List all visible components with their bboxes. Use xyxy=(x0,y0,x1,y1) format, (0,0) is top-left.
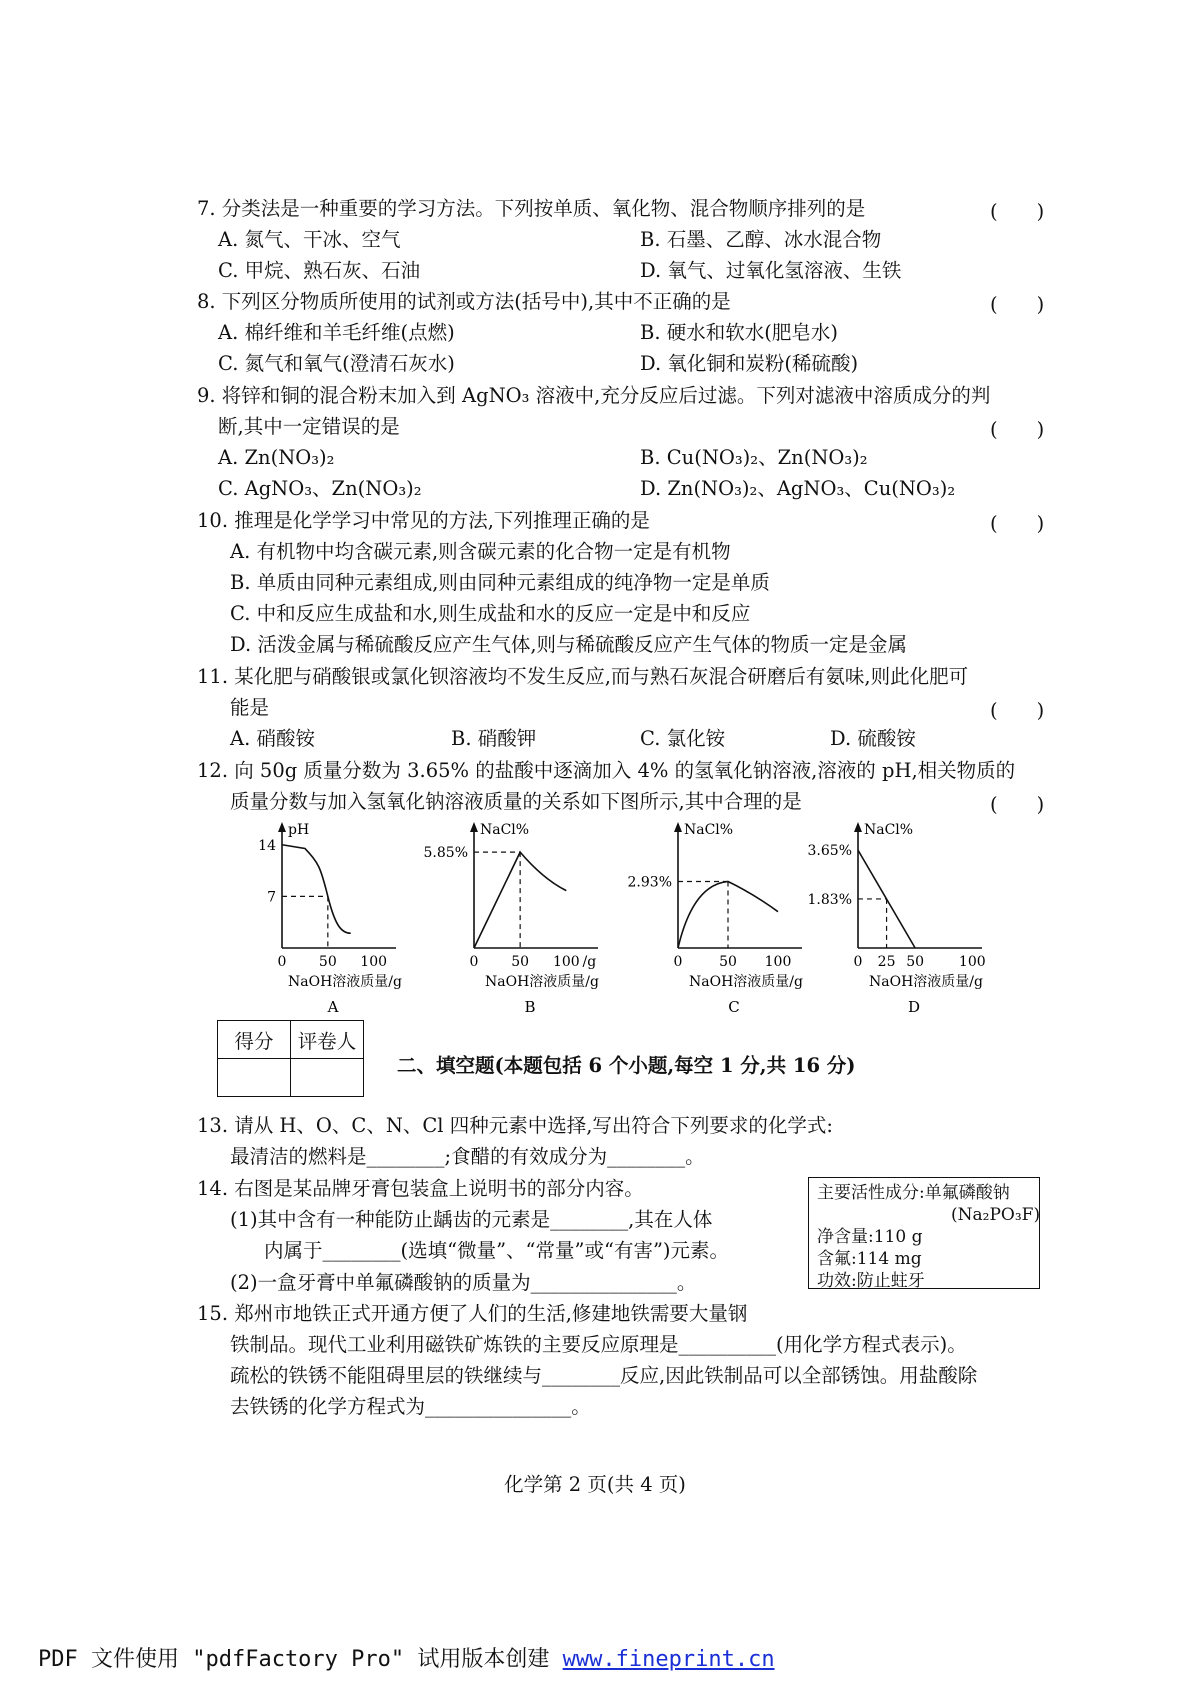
x-tick-label: 100 xyxy=(958,954,986,970)
x-axis-title: NaOH溶液质量/g xyxy=(288,974,402,990)
y-axis-arrow xyxy=(674,822,682,832)
y-axis-arrow xyxy=(470,822,478,832)
y-tick-label: 14 xyxy=(258,837,276,854)
q8-option-c: C. 氮气和氧气(澄清石灰水) xyxy=(218,352,455,375)
y-axis-arrow xyxy=(854,822,862,832)
q9-option-c: C. AgNO₃、Zn(NO₃)₂ xyxy=(218,477,422,500)
q14-part1: (1)其中含有一种能防止龋齿的元素是________,其在人体 xyxy=(230,1208,713,1231)
q14-part1-cont: 内属于________(选填“微量”、“常量”或“有害”)元素。 xyxy=(264,1239,730,1262)
q15-stem-line2: 铁制品。现代工业利用磁铁矿炼铁的主要反应原理是__________(用化学方程式表示)。 xyxy=(230,1333,967,1356)
chart-a xyxy=(250,820,420,1014)
chart-d xyxy=(807,820,1002,1016)
x-tick-label: 50 xyxy=(906,954,925,970)
x-tick-label: 0 xyxy=(277,954,287,970)
q15-stem-line3: 疏松的铁锈不能阻碍里层的铁继续与________反应,因此铁制品可以全部锈蚀。用盐酸除 xyxy=(230,1364,978,1387)
chart-c xyxy=(622,820,812,1014)
q10-option-d: D. 活泼金属与稀硫酸反应产生气体,则与稀硫酸反应产生气体的物质一定是金属 xyxy=(230,633,908,656)
efficacy: 功效:防止蛀牙 xyxy=(817,1271,925,1291)
net-content: 净含量:110 g xyxy=(817,1227,923,1247)
q14-part2: (2)一盒牙膏中单氟磷酸钠的质量为_______________。 xyxy=(230,1271,697,1294)
y-axis-arrow xyxy=(278,822,286,832)
x-tick-label: 0 xyxy=(469,954,479,970)
y-axis-label: NaCl% xyxy=(684,822,734,838)
q10-option-a: A. 有机物中均含碳元素,则含碳元素的化合物一定是有机物 xyxy=(230,540,731,563)
q9-stem-line1: 9. 将锌和铜的混合粉末加入到 AgNO₃ 溶液中,充分反应后过滤。下列对滤液中溶质成分的判 xyxy=(197,384,991,407)
q12-answer-paren: ( ) xyxy=(990,793,1045,816)
watermark-link[interactable]: www.fineprint.cn xyxy=(562,1647,775,1672)
x-tick-label: 100 xyxy=(764,954,792,970)
score-header: 得分 xyxy=(218,1021,291,1059)
q7-stem: 7. 分类法是一种重要的学习方法。下列按单质、氧化物、混合物顺序排列的是 xyxy=(197,197,866,220)
q9-option-a: A. Zn(NO₃)₂ xyxy=(218,446,335,469)
page-footer: 化学第 2 页(共 4 页) xyxy=(504,1473,686,1496)
y-axis-label: NaCl% xyxy=(864,822,914,838)
x-tick-label: 0 xyxy=(853,954,863,970)
q11-option-c: C. 氯化铵 xyxy=(640,727,726,750)
x-tick-label: 50 xyxy=(318,954,337,970)
fluoride-content: 含氟:114 mg xyxy=(817,1249,922,1269)
x-tick-label: 25 xyxy=(877,954,896,970)
q8-option-d: D. 氧化铜和炭粉(稀硫酸) xyxy=(640,352,859,375)
y-tick-label: 5.85% xyxy=(423,845,468,862)
chart-b xyxy=(423,820,610,1016)
q11-stem-line2: 能是 xyxy=(230,696,270,719)
q11-option-d: D. 硫酸铵 xyxy=(830,727,916,750)
q12-stem-line2: 质量分数与加入氢氧化钠溶液质量的关系如下图所示,其中合理的是 xyxy=(230,790,802,813)
toothpaste-label-box xyxy=(808,1177,1040,1289)
q8-answer-paren: ( ) xyxy=(990,293,1045,316)
watermark-text: PDF 文件使用 "pdfFactory Pro" 试用版本创建 xyxy=(38,1647,563,1672)
y-tick-label: 7 xyxy=(267,889,276,906)
score-cell[interactable] xyxy=(218,1059,291,1097)
q11-option-b: B. 硝酸钾 xyxy=(451,727,537,750)
x-tick-label: 50 xyxy=(719,954,737,970)
q9-stem-line2: 断,其中一定错误的是 xyxy=(218,415,400,438)
y-axis-label: pH xyxy=(288,822,310,838)
panel-label: D xyxy=(907,998,921,1016)
x-axis-title: NaOH溶液质量/g xyxy=(869,974,983,990)
score-table xyxy=(217,1020,364,1097)
y-tick-label: 3.65% xyxy=(807,843,852,860)
q14-stem: 14. 右图是某品牌牙膏包装盒上说明书的部分内容。 xyxy=(197,1177,644,1200)
x-tick-label: 0 xyxy=(673,954,683,970)
q7-option-a: A. 氮气、干冰、空气 xyxy=(218,228,401,251)
x-axis-title: NaOH溶液质量/g xyxy=(485,974,599,990)
q7-option-d: D. 氧气、过氧化氢溶液、生铁 xyxy=(640,259,902,282)
y-tick-label: 2.93% xyxy=(627,874,672,891)
y-tick-label: 1.83% xyxy=(807,891,852,908)
q7-option-c: C. 甲烷、熟石灰、石油 xyxy=(218,259,421,282)
q7-option-b: B. 石墨、乙醇、冰水混合物 xyxy=(640,228,882,251)
q8-stem: 8. 下列区分物质所使用的试剂或方法(括号中),其中不正确的是 xyxy=(197,290,731,313)
x-axis-title: NaOH溶液质量/g xyxy=(689,974,803,990)
x-tick-label: 100 xyxy=(360,954,388,970)
q15-stem-line4: 去铁锈的化学方程式为_______________。 xyxy=(230,1395,591,1418)
q9-answer-paren: ( ) xyxy=(990,418,1045,441)
q10-answer-paren: ( ) xyxy=(990,512,1045,535)
q13-line2: 最清洁的燃料是________;食醋的有效成分为________。 xyxy=(230,1145,705,1168)
q7-answer-paren: ( ) xyxy=(990,200,1045,223)
q10-option-b: B. 单质由同种元素组成,则由同种元素组成的纯净物一定是单质 xyxy=(230,571,770,594)
q8-option-a: A. 棉纤维和羊毛纤维(点燃) xyxy=(218,321,455,344)
q10-option-c: C. 中和反应生成盐和水,则生成盐和水的反应一定是中和反应 xyxy=(230,602,751,625)
y-axis-label: NaCl% xyxy=(480,822,530,838)
x-tick-label: 50 xyxy=(511,954,530,970)
q8-option-b: B. 硬水和软水(肥皂水) xyxy=(640,321,838,344)
q9-option-d: D. Zn(NO₃)₂、AgNO₃、Cu(NO₃)₂ xyxy=(640,477,956,500)
grader-header: 评卷人 xyxy=(291,1021,364,1059)
x-tick-label: /g xyxy=(582,954,597,970)
q10-stem: 10. 推理是化学学习中常见的方法,下列推理正确的是 xyxy=(197,509,650,532)
q11-answer-paren: ( ) xyxy=(990,699,1045,722)
x-tick-label: 100 xyxy=(552,954,580,970)
q11-option-a: A. 硝酸铵 xyxy=(230,727,315,750)
pdf-watermark xyxy=(38,1642,775,1673)
q15-stem-line1: 15. 郑州市地铁正式开通方便了人们的生活,修建地铁需要大量钢 xyxy=(197,1302,748,1325)
q9-option-b: B. Cu(NO₃)₂、Zn(NO₃)₂ xyxy=(640,446,868,469)
panel-label: B xyxy=(524,998,536,1016)
q11-stem-line1: 11. 某化肥与硝酸银或氯化钡溶液均不发生反应,而与熟石灰混合研磨后有氨味,则此化肥可 xyxy=(197,665,969,688)
panel-label: C xyxy=(728,998,740,1016)
active-ingredient: 主要活性成分:单氟磷酸钠 xyxy=(817,1183,1010,1203)
grader-cell[interactable] xyxy=(291,1059,364,1097)
section-2-title: 二、填空题(本题包括 6 个小题,每空 1 分,共 16 分) xyxy=(397,1054,856,1077)
q12-stem-line1: 12. 向 50g 质量分数为 3.65% 的盐酸中逐滴加入 4% 的氢氧化钠溶液,溶液的 pH,相关物质的 xyxy=(197,759,1016,782)
data-curve xyxy=(282,845,351,934)
ingredient-formula: (Na₂PO₃F) xyxy=(951,1205,1041,1225)
panel-label: A xyxy=(327,998,339,1016)
q13-stem: 13. 请从 H、O、C、N、Cl 四种元素中选择,写出符合下列要求的化学式: xyxy=(197,1114,834,1137)
